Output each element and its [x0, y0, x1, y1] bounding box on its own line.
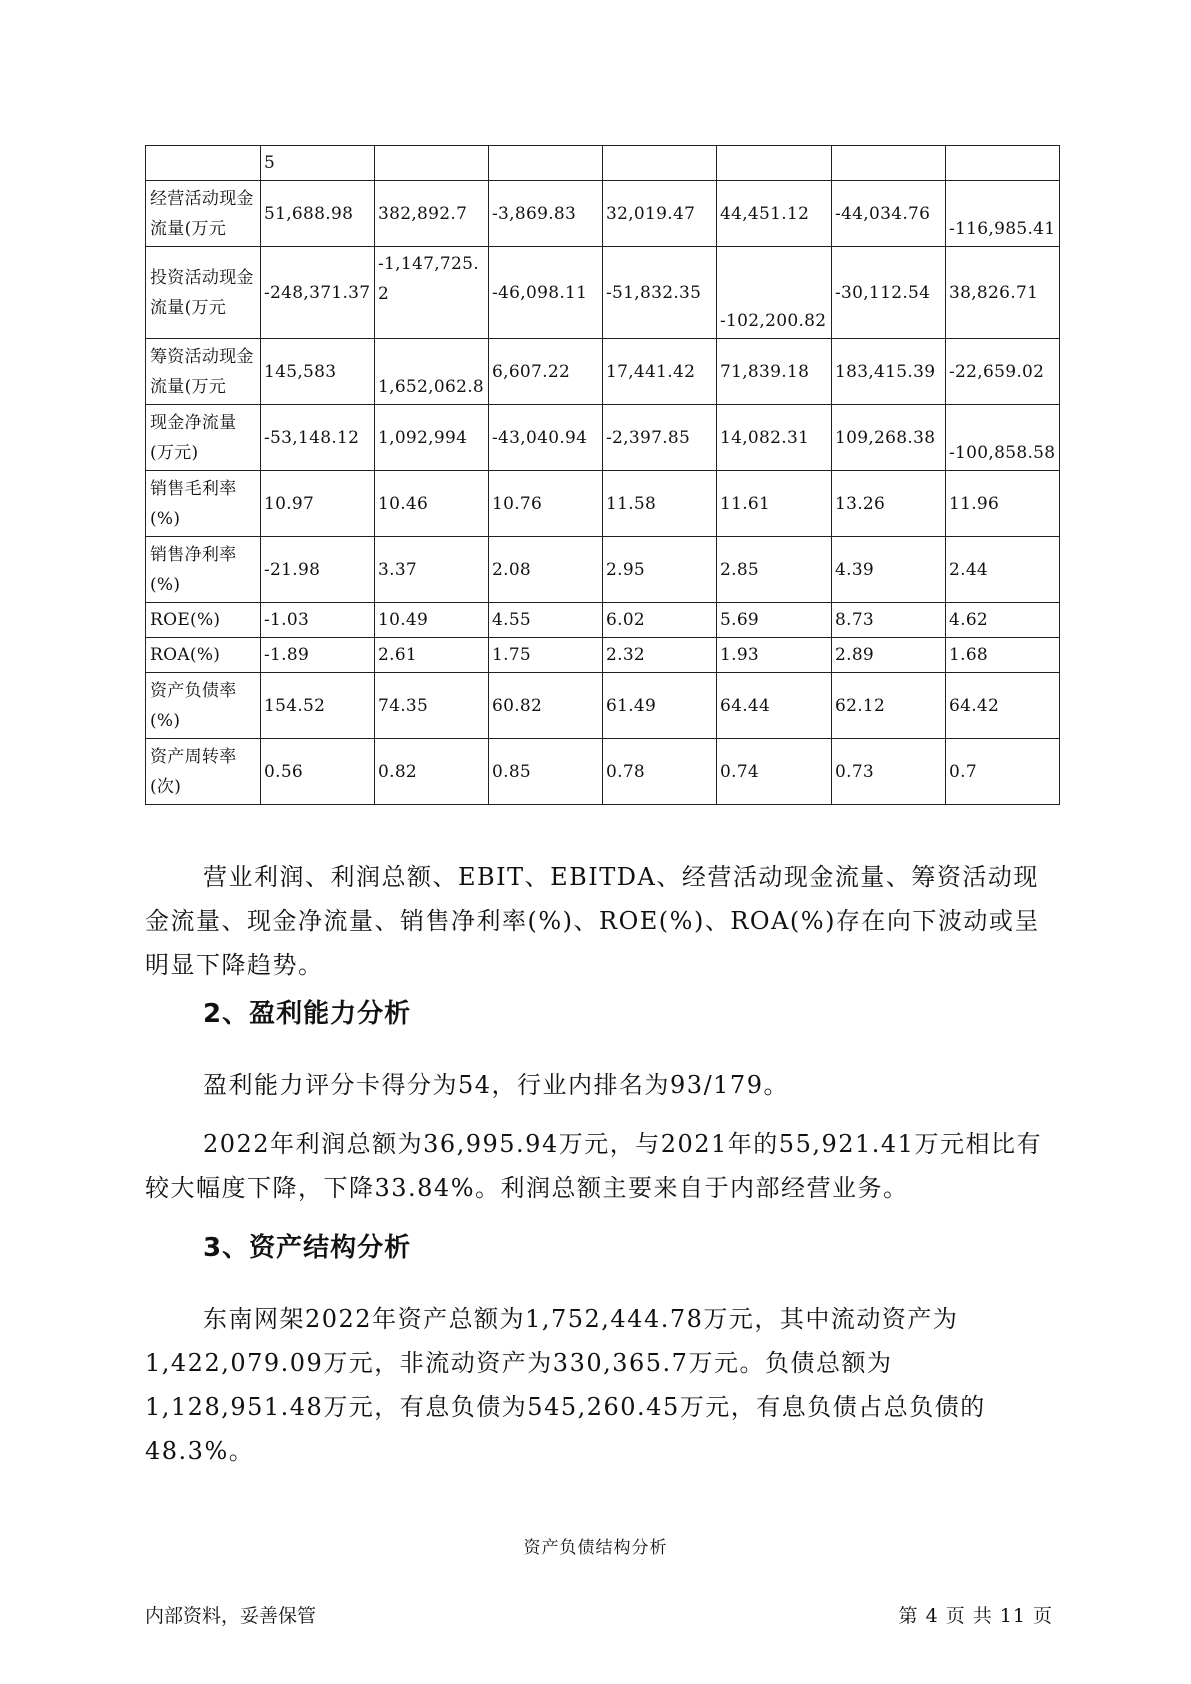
profit-total-paragraph: 2022年利润总额为36,995.94万元，与2021年的55,921.41万元相比有较大幅度下降，下降33.84%。利润总额主要来自于内部经营业务。 [145, 1130, 1042, 1202]
value-cell: 2.95 [603, 537, 717, 603]
table-row [146, 247, 1060, 339]
value-cell: 51,688.98 [261, 181, 375, 247]
value-cell: -21.98 [261, 537, 375, 603]
value-cell: -116,985.41 [946, 181, 1060, 247]
value-cell: 1,652,062.8 [375, 339, 489, 405]
value-cell: 64.42 [946, 673, 1060, 739]
value-cell: 3.37 [375, 537, 489, 603]
value-cell: 38,826.71 [946, 247, 1060, 339]
value-cell: -53,148.12 [261, 405, 375, 471]
value-cell: 11.58 [603, 471, 717, 537]
value-cell: 4.55 [489, 603, 603, 638]
chart-caption: 资产负债结构分析 [523, 1538, 668, 1558]
value-cell: 0.7 [946, 739, 1060, 805]
value-cell: 10.49 [375, 603, 489, 638]
value-cell: 64.44 [717, 673, 832, 739]
table-row [146, 181, 1060, 247]
table-row [146, 537, 1060, 603]
value-cell: -1.89 [261, 638, 375, 673]
value-cell: 61.49 [603, 673, 717, 739]
table-row [146, 339, 1060, 405]
value-cell: 5 [261, 146, 375, 181]
row-label-cell: 现金净流量(万元) [146, 405, 261, 471]
value-cell: 10.76 [489, 471, 603, 537]
row-label-cell: ROA(%) [146, 638, 261, 673]
table-row [146, 146, 1060, 181]
value-cell: -51,832.35 [603, 247, 717, 339]
value-cell: 71,839.18 [717, 339, 832, 405]
value-cell: -3,869.83 [489, 181, 603, 247]
value-cell: -102,200.82 [717, 247, 832, 339]
footer-confidential-note: 内部资料，妥善保管 [145, 1605, 317, 1627]
value-cell: -248,371.37 [261, 247, 375, 339]
row-label-cell [146, 146, 261, 181]
row-label-cell: 经营活动现金流量(万元 [146, 181, 261, 247]
section-3-heading: 3、资产结构分析 [203, 1233, 412, 1263]
value-cell: -30,112.54 [832, 247, 946, 339]
value-cell: -100,858.58 [946, 405, 1060, 471]
value-cell: 4.62 [946, 603, 1060, 638]
value-cell: 62.12 [832, 673, 946, 739]
value-cell: 145,583 [261, 339, 375, 405]
table-row [146, 638, 1060, 673]
value-cell: 0.85 [489, 739, 603, 805]
section-2-heading: 2、盈利能力分析 [203, 999, 412, 1029]
value-cell: 32,019.47 [603, 181, 717, 247]
row-label-cell: ROE(%) [146, 603, 261, 638]
table-row [146, 603, 1060, 638]
value-cell [375, 146, 489, 181]
value-cell: 1.93 [717, 638, 832, 673]
value-cell: 109,268.38 [832, 405, 946, 471]
value-cell: 1.68 [946, 638, 1060, 673]
value-cell: -44,034.76 [832, 181, 946, 247]
value-cell: 183,415.39 [832, 339, 946, 405]
value-cell: 2.32 [603, 638, 717, 673]
footer-page-number: 第 4 页 共 11 页 [898, 1605, 1053, 1627]
value-cell: 2.85 [717, 537, 832, 603]
value-cell: 60.82 [489, 673, 603, 739]
value-cell: 6,607.22 [489, 339, 603, 405]
value-cell: 2.08 [489, 537, 603, 603]
value-cell: 74.35 [375, 673, 489, 739]
value-cell: -1,147,725.2 [375, 247, 489, 339]
value-cell: 1.75 [489, 638, 603, 673]
value-cell: 2.89 [832, 638, 946, 673]
value-cell: -43,040.94 [489, 405, 603, 471]
row-label-cell: 销售毛利率(%) [146, 471, 261, 537]
value-cell: 2.44 [946, 537, 1060, 603]
table-row [146, 471, 1060, 537]
value-cell: -22,659.02 [946, 339, 1060, 405]
value-cell: -46,098.11 [489, 247, 603, 339]
table-row [146, 739, 1060, 805]
value-cell [717, 146, 832, 181]
table-row [146, 673, 1060, 739]
value-cell: 5.69 [717, 603, 832, 638]
value-cell: 0.74 [717, 739, 832, 805]
value-cell [489, 146, 603, 181]
value-cell [832, 146, 946, 181]
value-cell: 10.46 [375, 471, 489, 537]
value-cell: 154.52 [261, 673, 375, 739]
value-cell: -2,397.85 [603, 405, 717, 471]
value-cell: 11.96 [946, 471, 1060, 537]
asset-structure-paragraph: 东南网架2022年资产总额为1,752,444.78万元，其中流动资产为1,422,079.09万元，非流动资产为330,365.7万元。负债总额为1,128,951.48万元，有息负债为545,260.45万元，有息负债占总负债的48.3%。 [145, 1305, 986, 1465]
value-cell: 382,892.7 [375, 181, 489, 247]
value-cell: 1,092,994 [375, 405, 489, 471]
value-cell: 4.39 [832, 537, 946, 603]
value-cell: -1.03 [261, 603, 375, 638]
value-cell: 44,451.12 [717, 181, 832, 247]
table-row [146, 405, 1060, 471]
value-cell: 11.61 [717, 471, 832, 537]
value-cell: 2.61 [375, 638, 489, 673]
value-cell: 0.73 [832, 739, 946, 805]
value-cell: 0.56 [261, 739, 375, 805]
row-label-cell: 筹资活动现金流量(万元 [146, 339, 261, 405]
row-label-cell: 销售净利率(%) [146, 537, 261, 603]
value-cell [946, 146, 1060, 181]
row-label-cell: 投资活动现金流量(万元 [146, 247, 261, 339]
value-cell: 0.82 [375, 739, 489, 805]
profitability-score-paragraph: 盈利能力评分卡得分为54，行业内排名为93/179。 [203, 1071, 789, 1099]
financial-indicators-table [145, 145, 1060, 805]
value-cell: 0.78 [603, 739, 717, 805]
value-cell: 10.97 [261, 471, 375, 537]
value-cell: 14,082.31 [717, 405, 832, 471]
row-label-cell: 资产负债率(%) [146, 673, 261, 739]
value-cell: 8.73 [832, 603, 946, 638]
trend-summary-paragraph: 营业利润、利润总额、EBIT、EBITDA、经营活动现金流量、筹资活动现金流量、现金净流量、销售净利率(%)、ROE(%)、ROA(%)存在向下波动或呈明显下降趋势。 [145, 863, 1040, 979]
row-label-cell: 资产周转率(次) [146, 739, 261, 805]
value-cell [603, 146, 717, 181]
value-cell: 13.26 [832, 471, 946, 537]
value-cell: 6.02 [603, 603, 717, 638]
value-cell: 17,441.42 [603, 339, 717, 405]
